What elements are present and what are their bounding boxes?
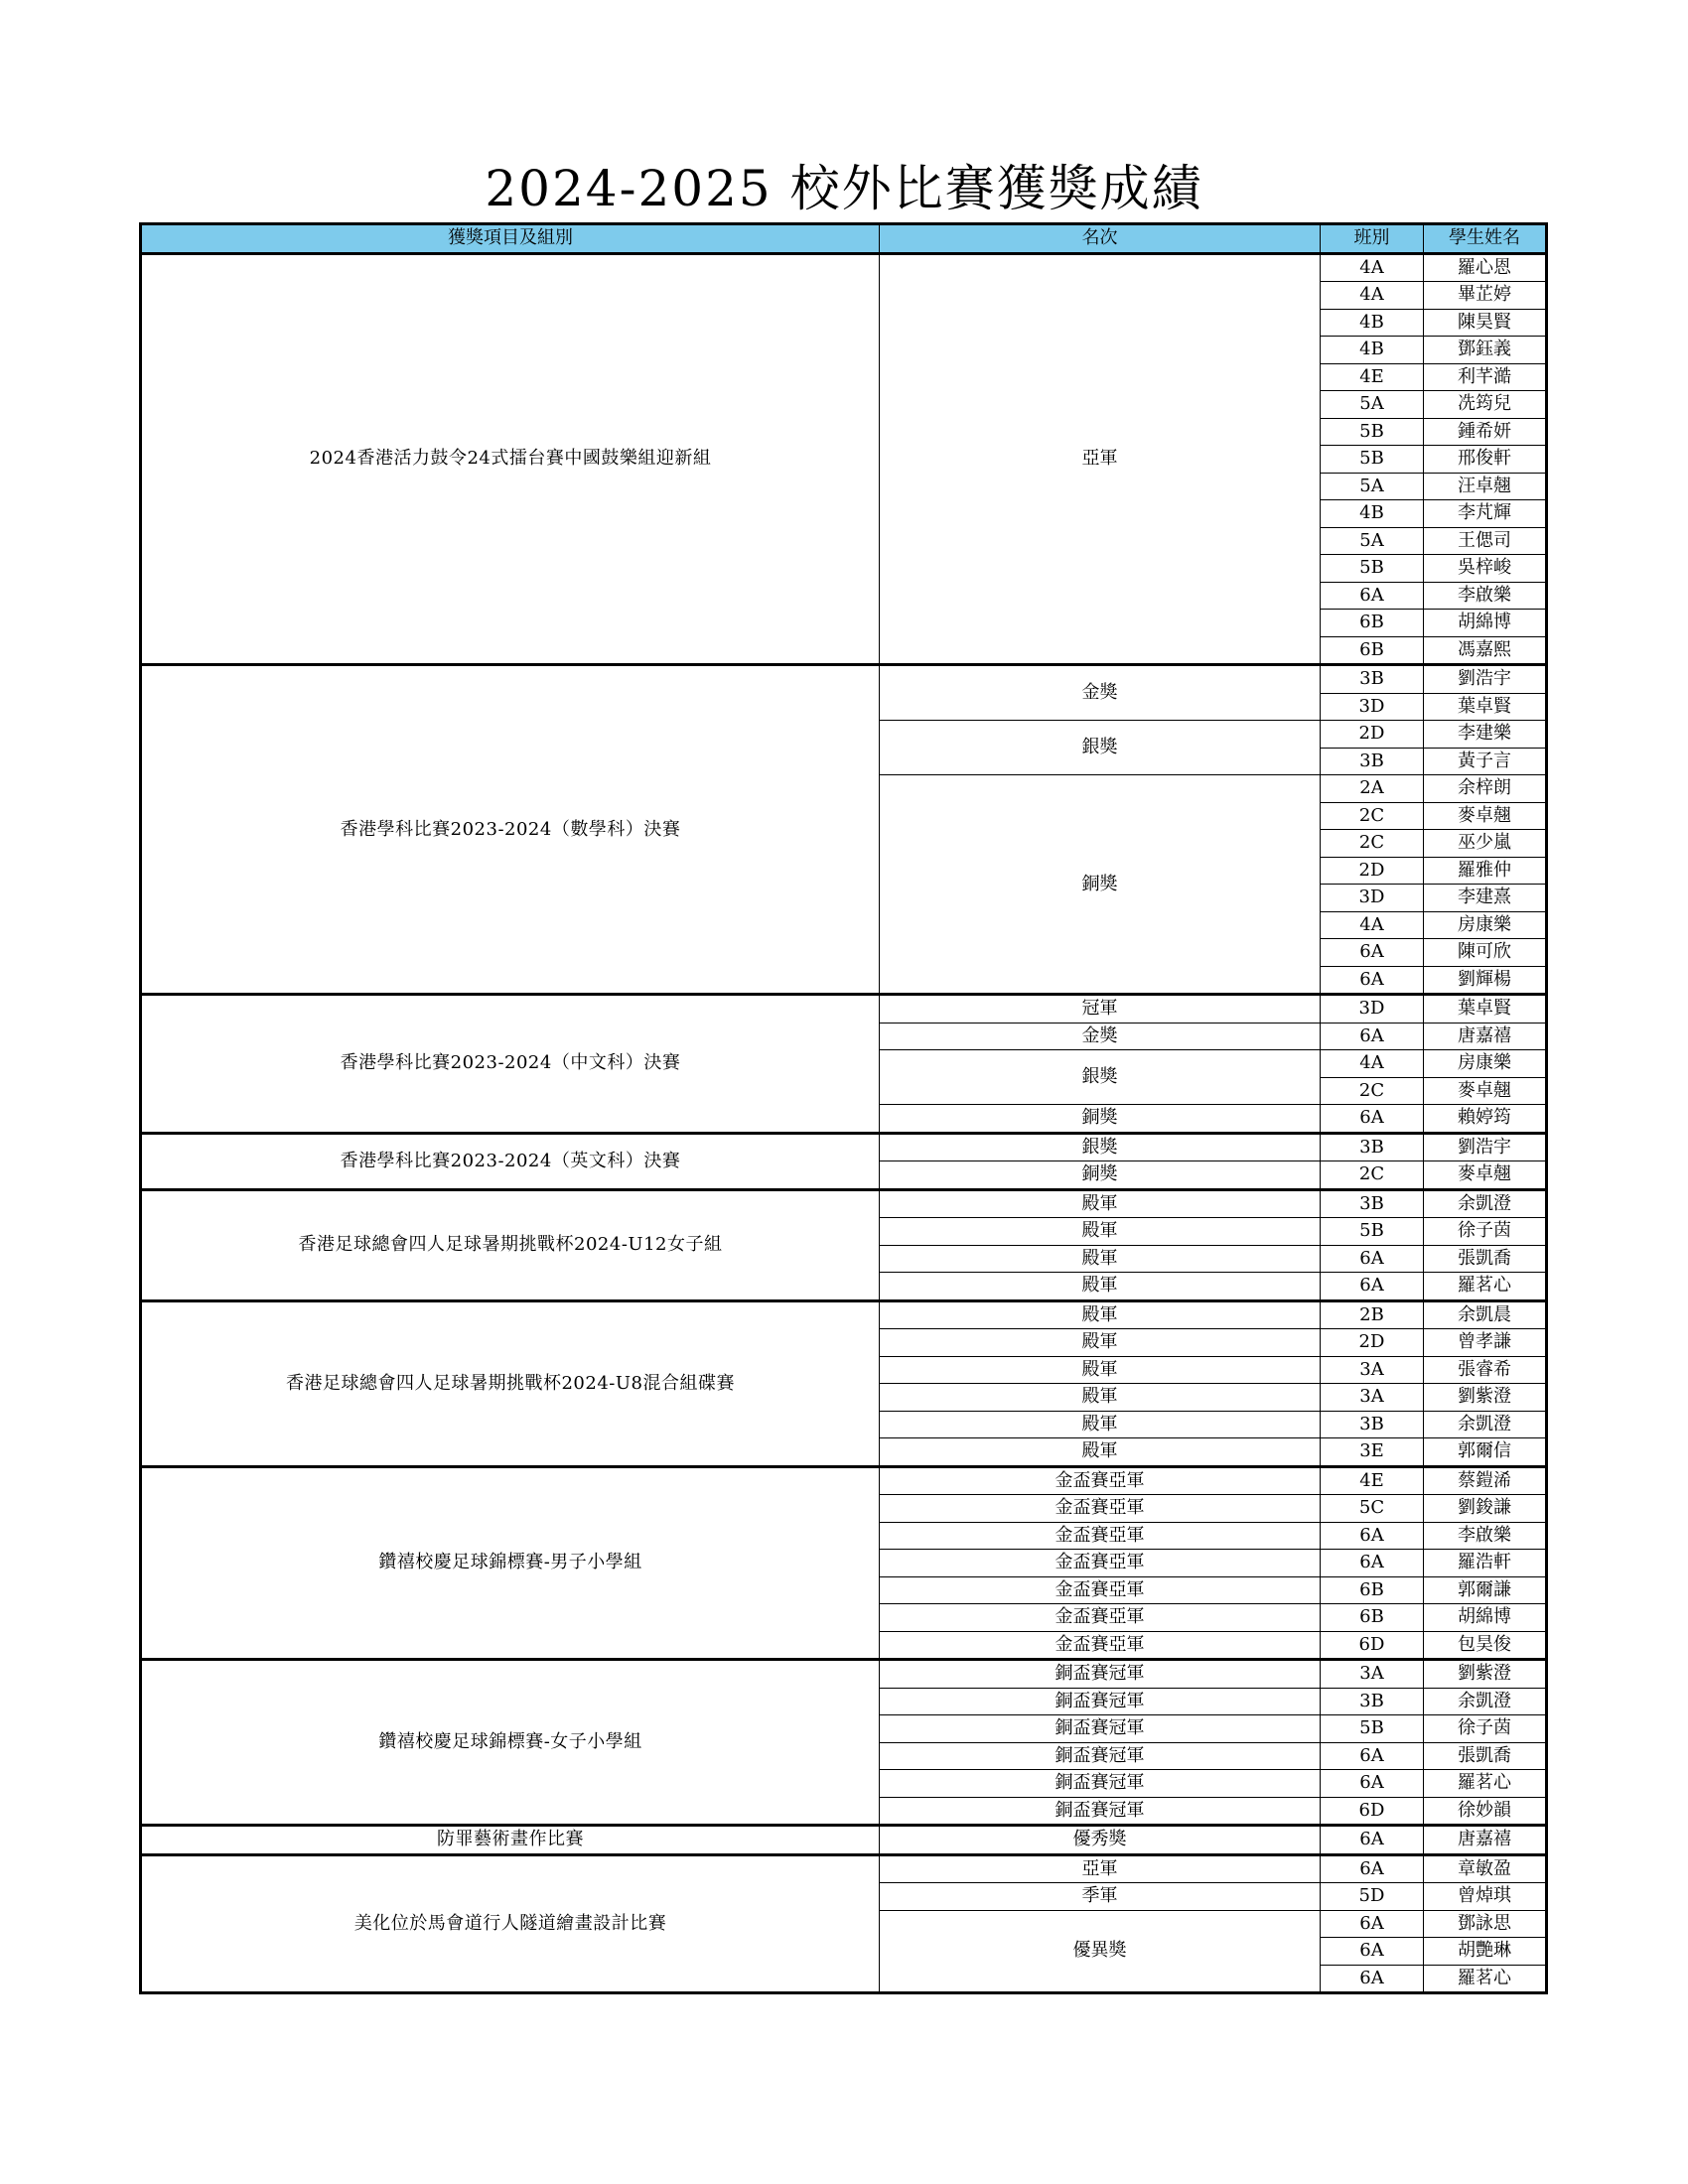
class-cell: 4A [1321,282,1424,310]
award-group [141,995,1547,1134]
rank-cell: 銅獎 [880,1161,1321,1190]
rank-cell: 殿軍 [880,1438,1321,1467]
class-cell: 3B [1321,748,1424,775]
rank-cell: 銅盃賽冠軍 [880,1797,1321,1826]
student-name-cell: 胡綿博 [1424,1604,1547,1632]
student-name-cell: 陳昊賢 [1424,309,1547,337]
student-name-cell: 麥卓翹 [1424,1161,1547,1190]
table-row [141,1189,1547,1218]
student-name-cell: 余凱晨 [1424,1300,1547,1329]
rank-cell: 銅獎 [880,1105,1321,1134]
rank-cell: 亞軍 [880,1854,1321,1883]
student-name-cell: 羅浩軒 [1424,1550,1547,1577]
class-cell: 3B [1321,1133,1424,1161]
rank-cell: 銀獎 [880,1050,1321,1105]
class-cell: 5A [1321,391,1424,419]
rank-cell: 殿軍 [880,1273,1321,1301]
class-cell: 6A [1321,1105,1424,1134]
class-cell: 6A [1321,1826,1424,1855]
class-cell: 5B [1321,1715,1424,1743]
award-group [141,1300,1547,1466]
rank-cell: 金盃賽亞軍 [880,1466,1321,1495]
rank-cell: 銅獎 [880,775,1321,995]
event-cell: 鑽禧校慶足球錦標賽-女子小學組 [141,1660,880,1826]
award-group [141,1189,1547,1300]
class-cell: 5B [1321,555,1424,583]
class-cell: 6A [1321,1023,1424,1050]
class-cell: 4B [1321,500,1424,528]
class-cell: 5C [1321,1495,1424,1523]
event-cell: 防罪藝術畫作比賽 [141,1826,880,1855]
class-cell: 5B [1321,1218,1424,1246]
rank-cell: 殿軍 [880,1245,1321,1273]
award-group [141,1826,1547,1855]
student-name-cell: 李芃輝 [1424,500,1547,528]
table-header [141,224,1547,254]
student-name-cell: 蔡鎧浠 [1424,1466,1547,1495]
rank-cell: 銀獎 [880,721,1321,775]
event-cell: 香港學科比賽2023-2024（英文科）決賽 [141,1133,880,1189]
class-cell: 2D [1321,1329,1424,1357]
rank-cell: 季軍 [880,1883,1321,1911]
event-cell: 香港足球總會四人足球暑期挑戰杯2024-U12女子組 [141,1189,880,1300]
class-cell: 4A [1321,1050,1424,1078]
award-group [141,665,1547,995]
class-cell: 4A [1321,911,1424,939]
rank-cell: 銅盃賽冠軍 [880,1742,1321,1770]
student-name-cell: 李啟樂 [1424,1522,1547,1550]
student-name-cell: 唐嘉禧 [1424,1826,1547,1855]
table-row [141,995,1547,1024]
rank-cell: 殿軍 [880,1356,1321,1384]
student-name-cell: 劉浩宇 [1424,665,1547,694]
student-name-cell: 胡艷琳 [1424,1938,1547,1966]
class-cell: 3B [1321,1189,1424,1218]
rank-cell: 殿軍 [880,1300,1321,1329]
table-row [141,1133,1547,1161]
rank-cell: 金盃賽亞軍 [880,1522,1321,1550]
student-name-cell: 羅茗心 [1424,1965,1547,1993]
rank-cell: 金盃賽亞軍 [880,1550,1321,1577]
student-name-cell: 徐子茵 [1424,1715,1547,1743]
class-cell: 6A [1321,582,1424,610]
award-group [141,1466,1547,1660]
rank-cell: 金獎 [880,665,1321,721]
rank-cell: 金盃賽亞軍 [880,1495,1321,1523]
student-name-cell: 羅雅仲 [1424,857,1547,885]
class-cell: 6B [1321,636,1424,665]
class-cell: 3A [1321,1356,1424,1384]
student-name-cell: 李建樂 [1424,721,1547,749]
student-name-cell: 余凱澄 [1424,1688,1547,1715]
student-name-cell: 麥卓翹 [1424,802,1547,830]
class-cell: 6A [1321,1965,1424,1993]
event-cell: 香港足球總會四人足球暑期挑戰杯2024-U8混合組碟賽 [141,1300,880,1466]
rank-cell: 銅盃賽冠軍 [880,1688,1321,1715]
class-cell: 3A [1321,1384,1424,1412]
event-cell: 2024香港活力鼓令24式擂台賽中國鼓樂組迎新組 [141,253,880,665]
class-cell: 6A [1321,1245,1424,1273]
student-name-cell: 羅茗心 [1424,1770,1547,1798]
class-cell: 5B [1321,418,1424,446]
student-name-cell: 陳可欣 [1424,939,1547,967]
student-name-cell: 利芊澔 [1424,363,1547,391]
student-name-cell: 鄧詠思 [1424,1910,1547,1938]
class-cell: 6A [1321,1854,1424,1883]
class-cell: 3A [1321,1660,1424,1689]
class-cell: 2A [1321,775,1424,803]
rank-cell: 殿軍 [880,1218,1321,1246]
awards-table [139,222,1548,1994]
class-cell: 3B [1321,1688,1424,1715]
student-name-cell: 鍾希妍 [1424,418,1547,446]
class-cell: 3D [1321,693,1424,721]
class-cell: 4E [1321,1466,1424,1495]
student-name-cell: 劉輝楊 [1424,966,1547,995]
student-name-cell: 唐嘉禧 [1424,1023,1547,1050]
student-name-cell: 巫少嵐 [1424,830,1547,858]
student-name-cell: 余凱澄 [1424,1189,1547,1218]
award-group [141,1660,1547,1826]
student-name-cell: 郭爾信 [1424,1438,1547,1467]
class-cell: 2D [1321,721,1424,749]
student-name-cell: 房康樂 [1424,1050,1547,1078]
award-group [141,1133,1547,1189]
student-name-cell: 羅茗心 [1424,1273,1547,1301]
student-name-cell: 劉紫澄 [1424,1384,1547,1412]
student-name-cell: 劉浩宇 [1424,1133,1547,1161]
student-name-cell: 張凱喬 [1424,1742,1547,1770]
student-name-cell: 葉卓賢 [1424,693,1547,721]
class-cell: 3D [1321,995,1424,1024]
event-cell: 香港學科比賽2023-2024（中文科）決賽 [141,995,880,1134]
student-name-cell: 郭爾謙 [1424,1576,1547,1604]
class-cell: 2C [1321,1161,1424,1190]
student-name-cell: 李啟樂 [1424,582,1547,610]
student-name-cell: 張睿希 [1424,1356,1547,1384]
student-name-cell: 賴婷筠 [1424,1105,1547,1134]
event-cell: 香港學科比賽2023-2024（數學科）決賽 [141,665,880,995]
student-name-cell: 余凱澄 [1424,1411,1547,1438]
student-name-cell: 葉卓賢 [1424,995,1547,1024]
rank-cell: 殿軍 [880,1411,1321,1438]
rank-cell: 優異獎 [880,1910,1321,1993]
award-group [141,253,1547,665]
rank-cell: 金盃賽亞軍 [880,1631,1321,1660]
student-name-cell: 麥卓翹 [1424,1077,1547,1105]
class-cell: 6B [1321,610,1424,637]
class-cell: 6A [1321,1938,1424,1966]
class-cell: 2C [1321,830,1424,858]
event-cell: 鑽禧校慶足球錦標賽-男子小學組 [141,1466,880,1660]
class-cell: 6A [1321,1550,1424,1577]
class-cell: 6B [1321,1576,1424,1604]
table-row [141,1466,1547,1495]
student-name-cell: 馮嘉熙 [1424,636,1547,665]
student-name-cell: 房康樂 [1424,911,1547,939]
student-name-cell: 徐妙韻 [1424,1797,1547,1826]
student-name-cell: 余梓朗 [1424,775,1547,803]
rank-cell: 冠軍 [880,995,1321,1024]
class-cell: 3B [1321,1411,1424,1438]
student-name-cell: 王偲司 [1424,527,1547,555]
student-name-cell: 羅心恩 [1424,253,1547,282]
class-cell: 5B [1321,446,1424,474]
header-student-name: 學生姓名 [1424,224,1547,254]
award-group [141,1854,1547,1993]
page-title: 2024-2025 校外比賽獲獎成績 [485,160,1203,217]
rank-cell: 金盃賽亞軍 [880,1604,1321,1632]
student-name-cell: 邢俊軒 [1424,446,1547,474]
student-name-cell: 劉鋑謙 [1424,1495,1547,1523]
header-class: 班別 [1321,224,1424,254]
class-cell: 6A [1321,1742,1424,1770]
student-name-cell: 鄧鈺義 [1424,337,1547,364]
student-name-cell: 畢芷婷 [1424,282,1547,310]
class-cell: 4A [1321,253,1424,282]
student-name-cell: 胡綿博 [1424,610,1547,637]
class-cell: 6A [1321,1770,1424,1798]
class-cell: 5A [1321,473,1424,500]
student-name-cell: 劉紫澄 [1424,1660,1547,1689]
rank-cell: 殿軍 [880,1329,1321,1357]
table-row [141,1826,1547,1855]
header-rank: 名次 [880,224,1321,254]
table-row [141,1660,1547,1689]
student-name-cell: 李建熹 [1424,885,1547,912]
class-cell: 4E [1321,363,1424,391]
rank-cell: 亞軍 [880,253,1321,665]
rank-cell: 殿軍 [880,1384,1321,1412]
table-row [141,253,1547,282]
class-cell: 4B [1321,337,1424,364]
class-cell: 2D [1321,857,1424,885]
table-row [141,1300,1547,1329]
rank-cell: 銅盃賽冠軍 [880,1660,1321,1689]
class-cell: 6A [1321,1522,1424,1550]
class-cell: 6A [1321,939,1424,967]
class-cell: 3B [1321,665,1424,694]
class-cell: 5D [1321,1883,1424,1911]
rank-cell: 銅盃賽冠軍 [880,1715,1321,1743]
table-row [141,1854,1547,1883]
student-name-cell: 汪卓翹 [1424,473,1547,500]
class-cell: 2B [1321,1300,1424,1329]
rank-cell: 優秀獎 [880,1826,1321,1855]
table-row [141,665,1547,694]
class-cell: 4B [1321,309,1424,337]
student-name-cell: 曾孝謙 [1424,1329,1547,1357]
student-name-cell: 章敏盈 [1424,1854,1547,1883]
class-cell: 3D [1321,885,1424,912]
rank-cell: 銀獎 [880,1133,1321,1161]
class-cell: 3E [1321,1438,1424,1467]
student-name-cell: 徐子茵 [1424,1218,1547,1246]
student-name-cell: 黃子言 [1424,748,1547,775]
class-cell: 6D [1321,1797,1424,1826]
event-cell: 美化位於馬會道行人隧道繪畫設計比賽 [141,1854,880,1993]
header-event: 獲獎項目及組別 [141,224,880,254]
rank-cell: 金獎 [880,1023,1321,1050]
class-cell: 6B [1321,1604,1424,1632]
class-cell: 2C [1321,1077,1424,1105]
class-cell: 6A [1321,1273,1424,1301]
student-name-cell: 曾焯琪 [1424,1883,1547,1911]
class-cell: 6A [1321,966,1424,995]
class-cell: 6D [1321,1631,1424,1660]
class-cell: 6A [1321,1910,1424,1938]
student-name-cell: 張凱喬 [1424,1245,1547,1273]
student-name-cell: 冼筠兒 [1424,391,1547,419]
rank-cell: 金盃賽亞軍 [880,1576,1321,1604]
class-cell: 5A [1321,527,1424,555]
rank-cell: 銅盃賽冠軍 [880,1770,1321,1798]
class-cell: 2C [1321,802,1424,830]
student-name-cell: 包昊俊 [1424,1631,1547,1660]
rank-cell: 殿軍 [880,1189,1321,1218]
student-name-cell: 吳梓峻 [1424,555,1547,583]
